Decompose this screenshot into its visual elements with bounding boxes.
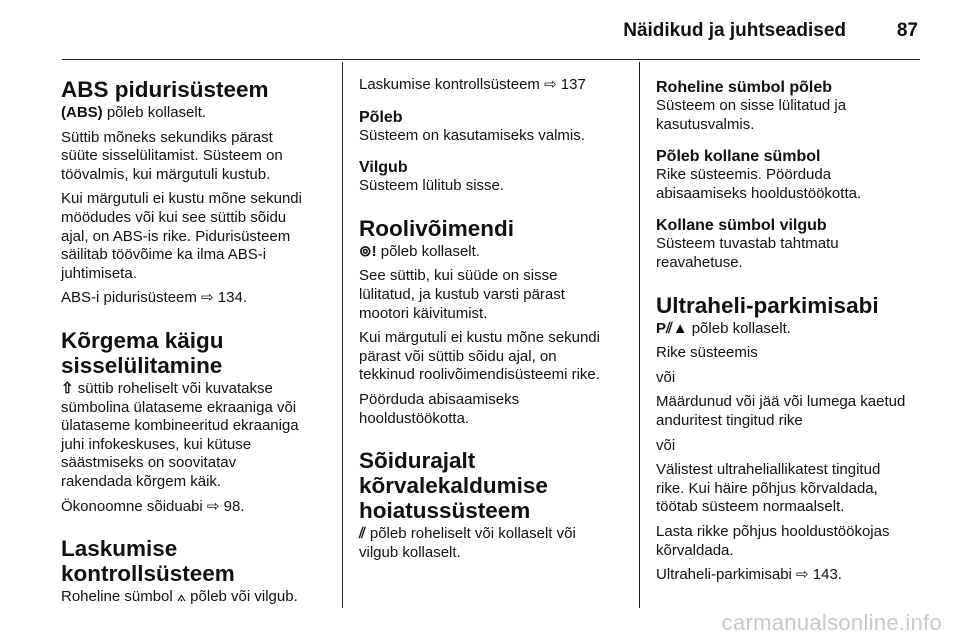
yellow-symbol-text: Rike süsteemis. Pöörduda abisaamiseks hooldustöökotta. <box>656 166 862 202</box>
interference-text: Välistest ultraheliallikatest tingitud rike. Kui häire põhjus kõrvaldada, töötab süsteem normaalselt. <box>656 461 881 516</box>
column-divider-2 <box>639 62 640 608</box>
gear-description: ⇧ süttib roheliselt või kuvatakse sümbolina ülataseme ekraaniga või ülataseme kombineeritud ekraaniga juhi infokeskuses, kui kütuse säästmiseks on soovitatav rakendada kõrgem käik. <box>61 379 299 490</box>
parking-status: P⫽▲ põleb kollaselt. <box>656 319 791 337</box>
lane-description: ⫽ põleb roheliselt või kollaselt või vilgub kollaselt. <box>359 525 576 561</box>
abs-reference-link[interactable]: ABS-i pidurisüsteem ⇨ 134. <box>61 289 247 307</box>
steering-status: ⊚! põleb kollaselt. <box>359 242 480 260</box>
yellow-blink-heading: Kollane sümbol vilgub <box>656 217 827 235</box>
column-divider-1 <box>342 62 343 608</box>
gear-heading: Kõrgema käigu sisselülitamine <box>61 327 224 378</box>
steering-heading: Roolivõimendi <box>359 215 515 241</box>
lane-heading: Sõidurajalt kõrvalekaldumise hoiatussüsteem <box>359 448 548 524</box>
descent-reference-link[interactable]: Laskumise kontrollsüsteem ⇨ 137 <box>359 76 586 93</box>
watermark: carmanualsonline.info <box>721 610 942 635</box>
parking-reference-link[interactable]: Ultraheli-parkimisabi ⇨ 143. <box>656 566 842 584</box>
on-heading: Põleb <box>359 108 403 126</box>
lane-departure-icon: ⫽ <box>359 525 366 543</box>
abs-description: Süttib mõneks sekundiks pärast süüte sisselülitamist. Süsteem on töövalmis, kui märgutuli kustub. <box>61 128 283 183</box>
or-text-1: või <box>656 368 676 386</box>
steering-warning-icon: ⊚! <box>359 242 377 260</box>
header-rule <box>62 59 920 60</box>
blink-text: Süsteem lülitub sisse. <box>359 177 505 195</box>
dirty-sensor-text: Määrdunud või jää või lumega kaetud anduritest tingitud rike <box>656 393 906 429</box>
green-symbol-heading: Roheline sümbol põleb <box>656 79 833 96</box>
upshift-arrow-icon: ⇧ <box>61 379 74 397</box>
column-2 <box>359 64 627 562</box>
eco-reference-link[interactable]: Ökonoomne sõiduabi ⇨ 98. <box>61 497 245 515</box>
parking-heading: Ultraheli-parkimisabi <box>656 292 879 318</box>
parking-fault: Rike süsteemis <box>656 344 758 362</box>
descent-description: Roheline sümbol ⟑ põleb või vilgub. <box>61 588 298 606</box>
abs-warning-icon: (ABS) <box>61 104 103 121</box>
abs-heading: ABS pidurisüsteem <box>61 77 269 102</box>
abs-warning-text: Kui märgutuli ei kustu mõne sekundi möödudes või kui see süttib sõidu ajal, on ABS-is rike. Pidurisüsteem säilitab töövõime ka ilma ABS-i juhtimiseta. <box>61 190 302 282</box>
or-text-2: või <box>656 436 676 454</box>
page-header <box>62 18 918 48</box>
steering-service-text: Pöörduda abisaamiseks hooldustöökotta. <box>359 390 520 427</box>
page-number: 87 <box>896 20 918 41</box>
parking-assist-icon: P⫽▲ <box>656 319 688 337</box>
blink-heading: Vilgub <box>359 159 408 177</box>
yellow-symbol-heading: Põleb kollane sümbol <box>656 148 821 166</box>
column-3 <box>656 64 924 585</box>
column-1 <box>61 64 331 607</box>
abs-status: (ABS) põleb kollaselt. <box>61 104 207 121</box>
green-symbol-text: Süsteem on sisse lülitatud ja kasutusvalmis. <box>656 97 847 133</box>
descent-heading: Laskumise kontrollsüsteem <box>61 536 235 587</box>
steering-description: See süttib, kui süüde on sisse lülitatud, ja kustub varsti pärast mootori käivitumist. <box>359 267 565 322</box>
on-text: Süsteem on kasutamiseks valmis. <box>359 126 585 144</box>
steering-warning-text: Kui märgutuli ei kustu mõne sekundi pärast või süttib sõidu ajal, on tekkinud roolivõimendisüsteemi rike. <box>359 329 600 384</box>
yellow-blink-text: Süsteem tuvastab tahtmatu reavahetuse. <box>656 235 839 271</box>
fix-text: Lasta rikke põhjus hooldustöökojas kõrvaldada. <box>656 522 890 559</box>
header-title: Näidikud ja juhtseadised <box>623 20 846 41</box>
